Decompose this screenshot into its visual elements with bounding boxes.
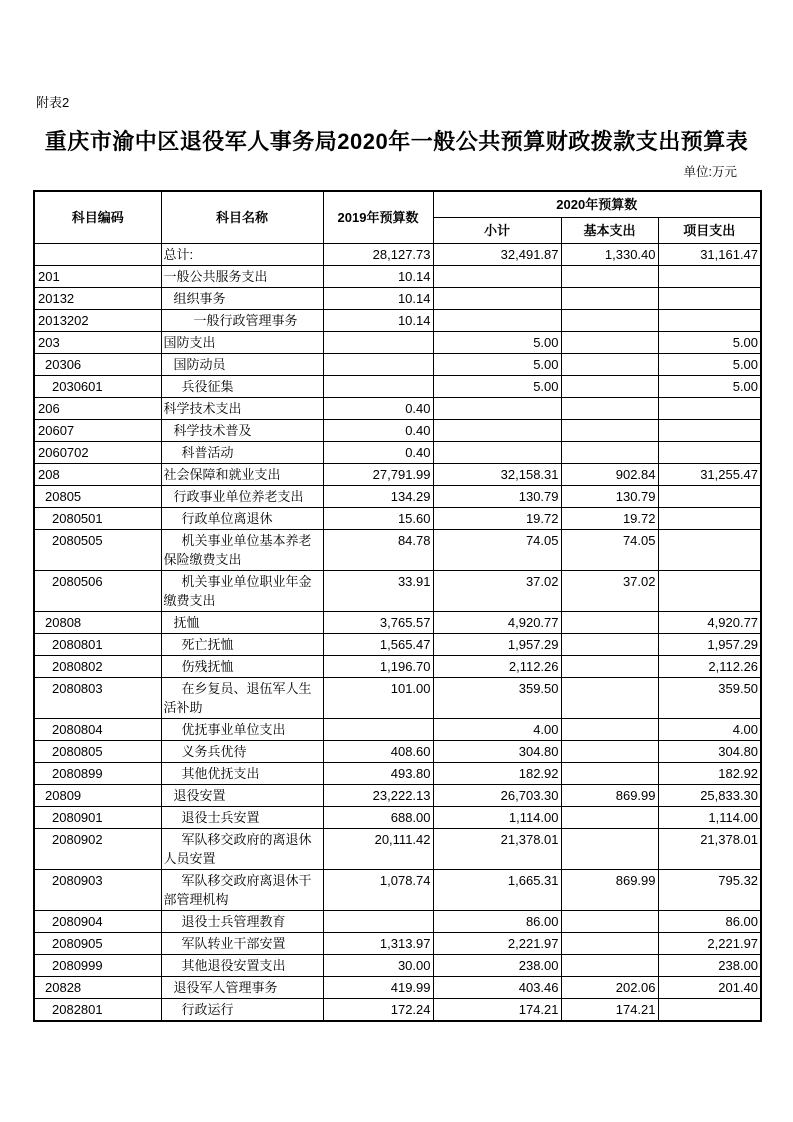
subject-code-cell: 20808 [34,612,161,634]
budget-2020-project-cell [658,442,761,464]
budget-2020-basic-cell [561,398,658,420]
budget-2020-subtotal-cell: 174.21 [433,999,561,1022]
budget-2019-cell: 688.00 [323,807,433,829]
col-header-basic-expenditure: 基本支出 [561,218,658,244]
budget-2019-cell: 20,111.42 [323,829,433,870]
budget-2020-basic-cell [561,911,658,933]
budget-2019-cell: 84.78 [323,530,433,571]
table-row [34,332,761,354]
table-row [34,763,761,785]
budget-2020-subtotal-cell: 359.50 [433,678,561,719]
budget-2019-cell: 10.14 [323,266,433,288]
budget-2020-project-cell [658,486,761,508]
subject-code-cell: 2082801 [34,999,161,1022]
table-row [34,785,761,807]
table-row [34,244,761,266]
subject-name-cell: 行政事业单位养老支出 [161,486,323,508]
budget-2019-cell: 0.40 [323,420,433,442]
subject-code-cell: 2080901 [34,807,161,829]
subject-name-cell: 优抚事业单位支出 [161,719,323,741]
col-header-2019-budget: 2019年预算数 [323,191,433,244]
budget-2019-cell: 1,565.47 [323,634,433,656]
budget-2020-project-cell [658,530,761,571]
table-row [34,486,761,508]
subject-name-cell: 退役士兵安置 [161,807,323,829]
subject-code-cell: 203 [34,332,161,354]
subject-name-cell: 其他优抚支出 [161,763,323,785]
subject-name-cell: 军队移交政府的离退休人员安置 [161,829,323,870]
budget-2019-cell: 23,222.13 [323,785,433,807]
budget-2020-basic-cell: 19.72 [561,508,658,530]
subject-code-cell: 20607 [34,420,161,442]
subject-name-cell: 行政单位离退休 [161,508,323,530]
budget-2020-basic-cell [561,332,658,354]
budget-2020-project-cell: 31,255.47 [658,464,761,486]
subject-name-cell: 机关事业单位基本养老保险缴费支出 [161,530,323,571]
table-row [34,999,761,1022]
budget-2020-subtotal-cell: 32,158.31 [433,464,561,486]
subject-code-cell: 206 [34,398,161,420]
budget-2020-subtotal-cell: 4.00 [433,719,561,741]
budget-2020-basic-cell: 869.99 [561,870,658,911]
subject-code-cell: 2080804 [34,719,161,741]
budget-2020-project-cell: 2,221.97 [658,933,761,955]
subject-name-cell: 行政运行 [161,999,323,1022]
table-row [34,870,761,911]
subject-name-cell: 兵役征集 [161,376,323,398]
budget-2020-basic-cell [561,612,658,634]
budget-2019-cell: 1,078.74 [323,870,433,911]
budget-2019-cell: 1,313.97 [323,933,433,955]
page-title: 重庆市渝中区退役军人事务局2020年一般公共预算财政拨款支出预算表 [44,129,749,154]
table-row [34,288,761,310]
budget-2020-project-cell: 4.00 [658,719,761,741]
subject-name-cell: 国防动员 [161,354,323,376]
budget-2020-basic-cell [561,829,658,870]
subject-name-cell: 其他退役安置支出 [161,955,323,977]
budget-2020-basic-cell: 902.84 [561,464,658,486]
budget-2019-cell: 10.14 [323,310,433,332]
budget-2020-subtotal-cell [433,310,561,332]
budget-2019-cell [323,332,433,354]
budget-2020-basic-cell [561,933,658,955]
subject-name-cell: 组织事务 [161,288,323,310]
budget-2020-basic-cell [561,288,658,310]
budget-2020-project-cell: 86.00 [658,911,761,933]
subject-code-cell: 201 [34,266,161,288]
budget-2020-basic-cell [561,678,658,719]
budget-2020-project-cell: 304.80 [658,741,761,763]
budget-2020-subtotal-cell [433,288,561,310]
table-row [34,719,761,741]
budget-2020-subtotal-cell: 304.80 [433,741,561,763]
budget-2020-subtotal-cell: 5.00 [433,376,561,398]
table-row [34,678,761,719]
budget-2019-cell [323,354,433,376]
subject-name-cell: 科学技术普及 [161,420,323,442]
budget-2019-cell: 493.80 [323,763,433,785]
col-header-subject-name: 科目名称 [161,191,323,244]
subject-code-cell: 208 [34,464,161,486]
table-row [34,310,761,332]
budget-2020-subtotal-cell [433,266,561,288]
budget-2020-project-cell: 238.00 [658,955,761,977]
table-row [34,807,761,829]
budget-2020-project-cell [658,571,761,612]
budget-2020-subtotal-cell: 74.05 [433,530,561,571]
subject-code-cell: 2080904 [34,911,161,933]
budget-2020-subtotal-cell [433,398,561,420]
subject-code-cell: 2080805 [34,741,161,763]
subject-code-cell: 20805 [34,486,161,508]
table-body [34,244,761,1022]
table-header [34,191,761,244]
budget-2020-basic-cell [561,719,658,741]
budget-2019-cell: 419.99 [323,977,433,999]
budget-2020-basic-cell [561,763,658,785]
budget-2020-basic-cell: 174.21 [561,999,658,1022]
budget-2019-cell: 1,196.70 [323,656,433,678]
subject-name-cell: 军队移交政府离退休干部管理机构 [161,870,323,911]
subject-code-cell: 2080905 [34,933,161,955]
col-header-2020-budget: 2020年预算数 [433,191,761,218]
table-row [34,398,761,420]
budget-2020-basic-cell [561,634,658,656]
subject-name-cell: 机关事业单位职业年金缴费支出 [161,571,323,612]
subject-name-cell: 义务兵优待 [161,741,323,763]
table-row [34,829,761,870]
budget-2020-basic-cell [561,955,658,977]
budget-2020-subtotal-cell: 1,665.31 [433,870,561,911]
budget-2020-basic-cell [561,442,658,464]
subject-code-cell: 2030601 [34,376,161,398]
table-row [34,955,761,977]
subject-code-cell: 2080801 [34,634,161,656]
budget-2020-basic-cell [561,376,658,398]
budget-2019-cell: 15.60 [323,508,433,530]
budget-2020-subtotal-cell: 21,378.01 [433,829,561,870]
table-row [34,634,761,656]
unit-label: 单位:万元 [683,165,737,179]
budget-2019-cell: 172.24 [323,999,433,1022]
budget-2020-subtotal-cell: 2,221.97 [433,933,561,955]
budget-2020-basic-cell: 37.02 [561,571,658,612]
subject-name-cell: 退役士兵管理教育 [161,911,323,933]
budget-2020-basic-cell [561,656,658,678]
budget-2020-subtotal-cell: 1,114.00 [433,807,561,829]
subject-code-cell: 2080505 [34,530,161,571]
budget-2020-project-cell: 201.40 [658,977,761,999]
table-row [34,508,761,530]
budget-2020-project-cell: 1,957.29 [658,634,761,656]
budget-2020-basic-cell [561,266,658,288]
budget-2020-basic-cell [561,354,658,376]
subject-code-cell [34,244,161,266]
subject-code-cell: 2080899 [34,763,161,785]
subject-name-cell: 国防支出 [161,332,323,354]
subject-name-cell: 科普活动 [161,442,323,464]
budget-2020-subtotal-cell: 1,957.29 [433,634,561,656]
budget-2020-project-cell: 5.00 [658,354,761,376]
subject-name-cell: 军队转业干部安置 [161,933,323,955]
table-row [34,612,761,634]
budget-2020-project-cell [658,999,761,1022]
table-row [34,530,761,571]
budget-2019-cell: 30.00 [323,955,433,977]
budget-2020-basic-cell: 202.06 [561,977,658,999]
budget-2020-project-cell: 31,161.47 [658,244,761,266]
subject-code-cell: 2080802 [34,656,161,678]
subject-code-cell: 20809 [34,785,161,807]
budget-2020-subtotal-cell [433,420,561,442]
budget-2020-subtotal-cell: 130.79 [433,486,561,508]
budget-2019-cell: 3,765.57 [323,612,433,634]
subject-name-cell: 科学技术支出 [161,398,323,420]
budget-2020-basic-cell: 1,330.40 [561,244,658,266]
subject-code-cell: 2013202 [34,310,161,332]
subject-name-cell: 退役安置 [161,785,323,807]
budget-2019-cell: 134.29 [323,486,433,508]
budget-2020-basic-cell [561,420,658,442]
budget-2019-cell [323,719,433,741]
budget-2020-project-cell: 2,112.26 [658,656,761,678]
budget-2020-project-cell: 182.92 [658,763,761,785]
budget-2019-cell: 28,127.73 [323,244,433,266]
table-row [34,464,761,486]
subject-code-cell: 2080506 [34,571,161,612]
budget-2020-subtotal-cell: 238.00 [433,955,561,977]
budget-2020-project-cell: 5.00 [658,332,761,354]
budget-2020-project-cell [658,288,761,310]
budget-2020-project-cell: 4,920.77 [658,612,761,634]
subject-name-cell: 总计: [161,244,323,266]
budget-2020-project-cell: 5.00 [658,376,761,398]
budget-2019-cell [323,376,433,398]
subject-code-cell: 20828 [34,977,161,999]
budget-2020-subtotal-cell: 19.72 [433,508,561,530]
budget-2020-basic-cell [561,807,658,829]
table-row [34,656,761,678]
budget-2020-subtotal-cell: 403.46 [433,977,561,999]
budget-table [33,190,762,1022]
budget-2020-subtotal-cell: 4,920.77 [433,612,561,634]
table-row [34,442,761,464]
budget-2019-cell: 0.40 [323,398,433,420]
budget-2019-cell [323,911,433,933]
subject-name-cell: 伤残抚恤 [161,656,323,678]
col-header-subject-code: 科目编码 [34,191,161,244]
budget-2019-cell: 33.91 [323,571,433,612]
subject-name-cell: 抚恤 [161,612,323,634]
table-row [34,741,761,763]
subject-name-cell: 退役军人管理事务 [161,977,323,999]
budget-2020-project-cell [658,310,761,332]
budget-2020-project-cell [658,398,761,420]
appendix-label: 附表2 [36,95,70,110]
budget-2019-cell: 101.00 [323,678,433,719]
subject-code-cell: 2080903 [34,870,161,911]
subject-name-cell: 社会保障和就业支出 [161,464,323,486]
table-row [34,376,761,398]
col-header-subtotal: 小计 [433,218,561,244]
table-row [34,933,761,955]
subject-name-cell: 死亡抚恤 [161,634,323,656]
table-row [34,571,761,612]
col-header-project-expenditure: 项目支出 [658,218,761,244]
budget-2020-project-cell [658,420,761,442]
budget-2020-subtotal-cell: 32,491.87 [433,244,561,266]
budget-2020-project-cell: 21,378.01 [658,829,761,870]
subject-code-cell: 2080803 [34,678,161,719]
budget-2020-project-cell [658,508,761,530]
budget-2020-subtotal-cell: 86.00 [433,911,561,933]
budget-2020-project-cell: 359.50 [658,678,761,719]
table-row [34,977,761,999]
budget-2020-basic-cell: 130.79 [561,486,658,508]
budget-2020-subtotal-cell: 182.92 [433,763,561,785]
subject-name-cell: 一般公共服务支出 [161,266,323,288]
subject-code-cell: 20306 [34,354,161,376]
budget-2020-basic-cell: 869.99 [561,785,658,807]
budget-2020-subtotal-cell: 2,112.26 [433,656,561,678]
subject-name-cell: 一般行政管理事务 [161,310,323,332]
subject-code-cell: 20132 [34,288,161,310]
subject-code-cell: 2080902 [34,829,161,870]
budget-2020-basic-cell [561,310,658,332]
budget-2020-basic-cell: 74.05 [561,530,658,571]
budget-2020-basic-cell [561,741,658,763]
budget-2020-subtotal-cell: 5.00 [433,354,561,376]
budget-2019-cell: 408.60 [323,741,433,763]
table-row [34,354,761,376]
budget-2019-cell: 10.14 [323,288,433,310]
budget-2020-project-cell [658,266,761,288]
document-page [33,0,760,1122]
table-row [34,266,761,288]
table-row [34,911,761,933]
subject-code-cell: 2080501 [34,508,161,530]
budget-2020-subtotal-cell: 26,703.30 [433,785,561,807]
budget-2019-cell: 27,791.99 [323,464,433,486]
budget-2020-project-cell: 795.32 [658,870,761,911]
table-row [34,420,761,442]
budget-2020-project-cell: 1,114.00 [658,807,761,829]
budget-2020-subtotal-cell: 37.02 [433,571,561,612]
subject-name-cell: 在乡复员、退伍军人生活补助 [161,678,323,719]
budget-2020-subtotal-cell [433,442,561,464]
header-row-top [34,191,761,218]
subject-code-cell: 2080999 [34,955,161,977]
budget-2020-project-cell: 25,833.30 [658,785,761,807]
subject-code-cell: 2060702 [34,442,161,464]
budget-2019-cell: 0.40 [323,442,433,464]
budget-2020-subtotal-cell: 5.00 [433,332,561,354]
